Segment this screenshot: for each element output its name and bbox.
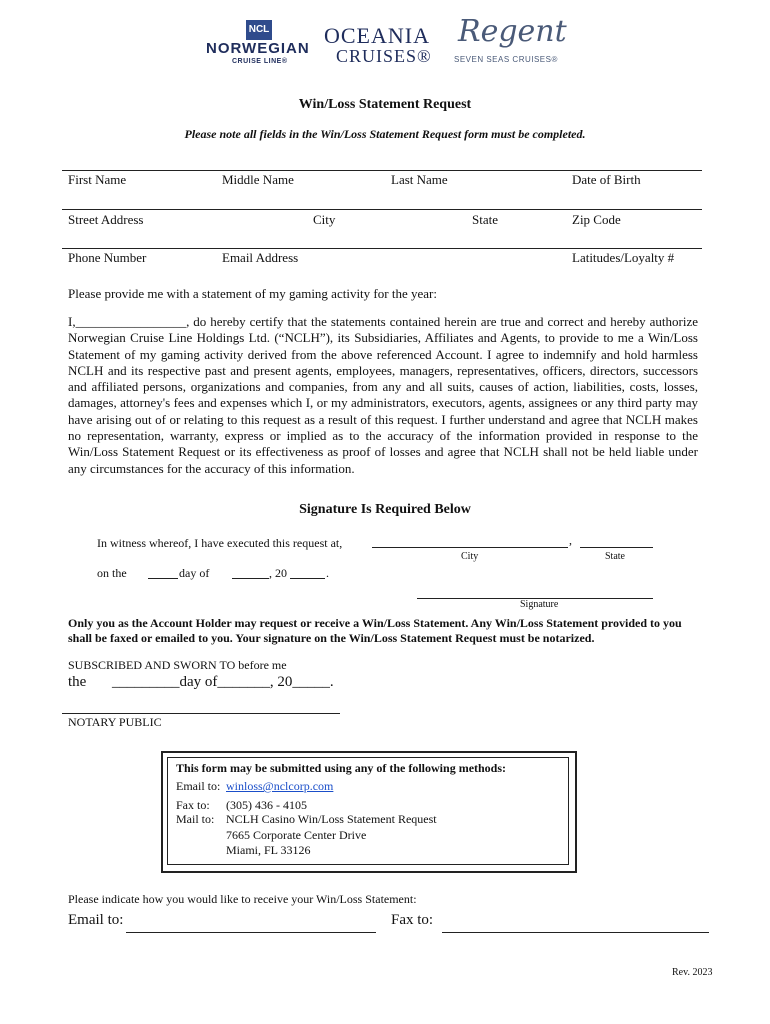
submission-mail-line2: 7665 Corporate Center Drive (226, 828, 367, 842)
page-title: Win/Loss Statement Request (298, 97, 472, 112)
witness-month-line[interactable] (232, 578, 269, 579)
submission-mail-line1: NCLH Casino Win/Loss Statement Request (226, 812, 437, 826)
submission-mail-label: Mail to: (176, 812, 215, 826)
notary-date-line[interactable]: _________day of_______, 20_____. (112, 674, 334, 690)
receive-fax-label: Fax to: (391, 912, 434, 928)
field-row-1-top-line (62, 170, 702, 171)
account-holder-note: Only you as the Account Holder may request or receive a Win/Loss Statement. Any Win/Loss Statement provided to you shall be faxed or emailed to you. Your signature on the Win/Loss Statement Request must be notarized. (68, 616, 682, 645)
notary-public-label: NOTARY PUBLIC (68, 715, 162, 729)
receive-prompt: Please indicate how you would like to receive your Win/Loss Statement: (68, 892, 417, 906)
date-of-birth-field[interactable]: Date of Birth (572, 172, 641, 187)
submission-email-label: Email to: (176, 779, 221, 793)
witness-text: In witness whereof, I have executed this request at, (97, 536, 343, 550)
completion-note: Please note all fields in the Win/Loss Statement Request form must be completed. (184, 127, 586, 141)
last-name-field[interactable]: Last Name (391, 172, 448, 187)
submission-fax-label: Fax to: (176, 798, 210, 812)
day-of-text: day of (179, 566, 210, 580)
witness-state-line[interactable] (580, 547, 653, 548)
street-address-field[interactable]: Street Address (68, 212, 144, 227)
witness-year-line[interactable] (290, 578, 325, 579)
witness-city-label: City (461, 551, 479, 562)
sworn-text: SUBSCRIBED AND SWORN TO before me (68, 658, 287, 672)
ncl-logo-subtitle: CRUISE LINE® (232, 58, 288, 65)
revision-label: Rev. 2023 (672, 967, 713, 978)
receive-email-input-line[interactable] (126, 932, 376, 933)
oceania-logo-bottom: CRUISES® (336, 46, 432, 66)
certification-paragraph: I,_________________, do hereby certify that the statements contained herein are true and correct and hereby authorize Norwegian Cruise Line Holdings Ltd. (“NCLH”), its Subsidiaries, Affiliates and Agents, to provide to me a Win/Loss Statement of my gaming activity derived from the above referenced Account. I agree to indemnify and hold harmless NCLH and its respective past and present agents, employees, managers, representatives, officers, directors, successors and affiliated persons, organizations and companies, from any and all suits, causes of action, liabilities, costs, losses, damages, attorney's fees and expenses which I, or my administrators, executors, agents, assignees or any third party may have arising out of or relating to this request as a result of this request. I further understand and agree that NCLH makes no representation, warranty, express or implied as to the accuracy of the information provided in response to the Win/Loss Statement Request or its effectiveness as proof of losses and agree that NCLH shall not be held liable under any circumstances for the accuracy of this information. (68, 314, 698, 476)
witness-period: . (326, 566, 329, 580)
regent-logo-name: Regent (458, 14, 567, 49)
phone-number-field[interactable]: Phone Number (68, 250, 147, 265)
submission-email-link[interactable]: winloss@nclcorp.com (226, 779, 334, 793)
submission-mail-line3: Miami, FL 33126 (226, 843, 311, 857)
regent-logo-subtitle: SEVEN SEAS CRUISES® (454, 55, 558, 64)
ncl-logo-badge: NCL (246, 20, 272, 40)
notary-signature-line[interactable] (62, 713, 340, 714)
signature-label: Signature (520, 599, 559, 610)
submission-heading: This form may be submitted using any of the following methods: (176, 761, 507, 775)
field-row-2-top-line (62, 209, 702, 210)
zip-code-field[interactable]: Zip Code (572, 212, 621, 227)
witness-city-line[interactable] (372, 547, 568, 548)
oceania-logo-top: OCEANIA (324, 23, 430, 48)
on-the-text: on the (97, 566, 127, 580)
ncl-logo-name: NORWEGIAN (206, 40, 310, 57)
middle-name-field[interactable]: Middle Name (222, 172, 294, 187)
year-request-text: Please provide me with a statement of my gaming activity for the year: (68, 286, 437, 301)
year-prefix-text: , 20 (269, 566, 287, 580)
submission-fax-number: (305) 436 - 4105 (226, 798, 307, 812)
witness-comma: , (569, 533, 572, 547)
notary-the-text: the (68, 674, 87, 690)
state-field[interactable]: State (472, 212, 498, 227)
city-field[interactable]: City (313, 212, 336, 227)
receive-fax-input-line[interactable] (442, 932, 709, 933)
receive-email-label: Email to: (68, 912, 124, 928)
loyalty-number-field[interactable]: Latitudes/Loyalty # (572, 250, 675, 265)
field-row-3-top-line (62, 248, 702, 249)
signature-heading: Signature Is Required Below (299, 502, 471, 517)
first-name-field[interactable]: First Name (68, 172, 127, 187)
witness-day-line[interactable] (148, 578, 178, 579)
email-address-field[interactable]: Email Address (222, 250, 299, 265)
witness-state-label: State (605, 551, 625, 562)
